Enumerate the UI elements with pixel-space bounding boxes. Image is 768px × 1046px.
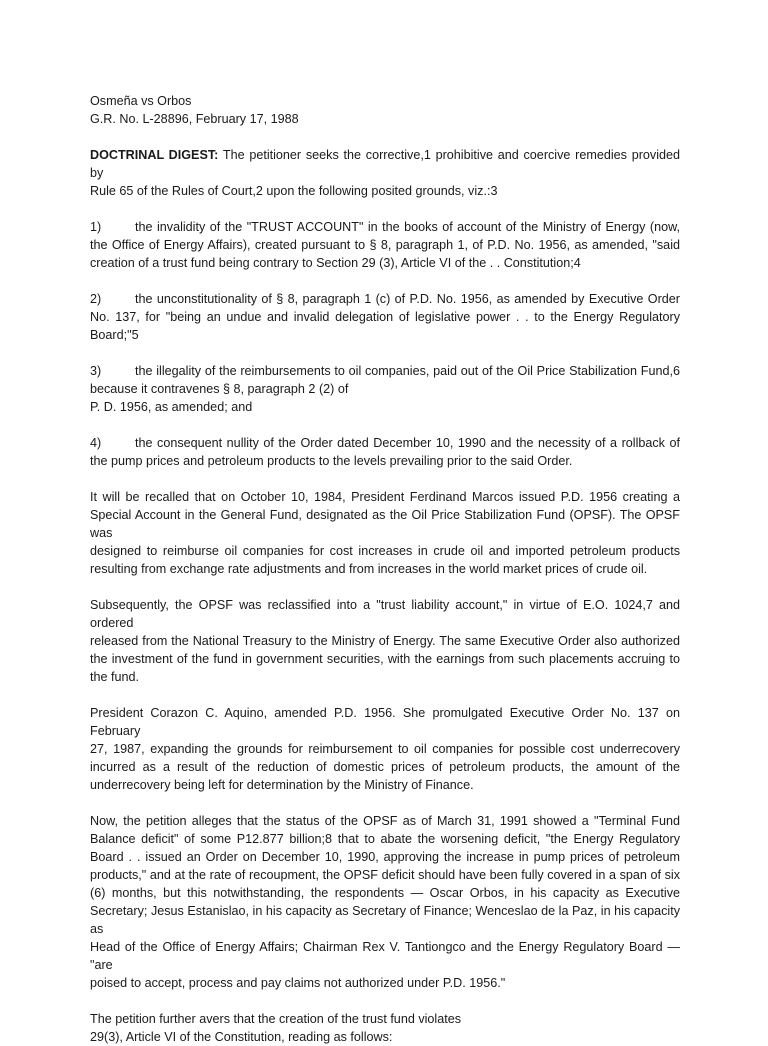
ground-3-line-1: 3) the illegality of the reimbursements to oil companies, paid out of the Oil Price Stabilization Fund,6 xyxy=(90,364,680,378)
ground-2-line-1: 2) the unconstitutionality of § 8, paragraph 1 (c) of P.D. No. 1956, as amended by Executive Order xyxy=(90,292,680,306)
paragraph-2-line-4: the fund. xyxy=(90,670,140,684)
document-page xyxy=(90,92,680,1046)
paragraph-4-line-2: Balance deficit" of some P12.877 billion;8 that to abate the worsening deficit, "the Energy Regulatory xyxy=(90,832,680,846)
paragraph-3-line-2: 27, 1987, expanding the grounds for reimbursement to oil companies for possible cost underrecovery xyxy=(90,742,680,756)
ground-3-number: 3) xyxy=(90,364,102,378)
paragraph-3-line-1: President Corazon C. Aquino, amended P.D. 1956. She promulgated Executive Order No. 137 on February xyxy=(90,706,680,738)
ground-2-line-2: No. 137, for "being an undue and invalid delegation of legislative power . . to the Energy Regulatory xyxy=(90,310,680,324)
paragraph-5-line-1: The petition further avers that the creation of the trust fund violates xyxy=(90,1012,462,1026)
paragraph-2-line-2: released from the National Treasury to the Ministry of Energy. The same Executive Order also authorized xyxy=(90,634,680,648)
ground-1-line-3: creation of a trust fund being contrary to Section 29 (3), Article VI of the . . Constitution;4 xyxy=(90,256,581,270)
case-citation: G.R. No. L-28896, February 17, 1988 xyxy=(90,112,299,126)
paragraph-3-line-4: underrecovery being left for determination by the Ministry of Finance. xyxy=(90,778,474,792)
ground-3-line-3: P. D. 1956, as amended; and xyxy=(90,400,253,414)
paragraph-2-line-3: the investment of the fund in government securities, with the earnings from such placements accruing to xyxy=(90,652,680,666)
ground-4-line-1: 4) the consequent nullity of the Order dated December 10, 1990 and the necessity of a rollback of xyxy=(90,436,680,450)
ground-2-line-3: Board;"5 xyxy=(90,328,139,342)
ground-4-line-2: the pump prices and petroleum products to the levels prevailing prior to the said Order. xyxy=(90,454,573,468)
paragraph-3-line-3: incurred as a result of the reduction of domestic prices of petroleum products, the amount of the xyxy=(90,760,680,774)
ground-1-line-1: 1) the invalidity of the "TRUST ACCOUNT" in the books of account of the Ministry of Energy (now, xyxy=(90,220,680,234)
paragraph-4-line-1: Now, the petition alleges that the status of the OPSF as of March 31, 1991 showed a "Terminal Fund xyxy=(90,814,680,828)
paragraph-2-line-1: Subsequently, the OPSF was reclassified into a "trust liability account," in virtue of E.O. 1024,7 and ordered xyxy=(90,598,680,630)
paragraph-1-line-4: resulting from exchange rate adjustments and from increases in the world market prices of crude oil. xyxy=(90,562,648,576)
paragraph-4-line-5: (6) months, but this notwithstanding, the respondents — Oscar Orbos, in his capacity as Executive xyxy=(90,886,680,900)
ground-1-number: 1) xyxy=(90,220,102,234)
ground-1-line-2: the Office of Energy Affairs), created pursuant to § 8, paragraph 1, of P.D. No. 1956, as amended, "said xyxy=(90,238,680,252)
paragraph-4-line-8: poised to accept, process and pay claims not authorized under P.D. 1956." xyxy=(90,976,506,990)
paragraph-1-line-1: It will be recalled that on October 10, 1984, President Ferdinand Marcos issued P.D. 1956 creating a xyxy=(90,490,680,504)
digest-line-1: DOCTRINAL DIGEST: The petitioner seeks the corrective,1 prohibitive and coercive remedies provided by xyxy=(90,148,680,180)
paragraph-5-line-2: 29(3), Article VI of the Constitution, reading as follows: xyxy=(90,1030,393,1044)
case-title: Osmeña vs Orbos xyxy=(90,94,192,108)
digest-line-2: Rule 65 of the Rules of Court,2 upon the following posited grounds, viz.:3 xyxy=(90,184,498,198)
ground-2-number: 2) xyxy=(90,292,102,306)
paragraph-4-line-7: Head of the Office of Energy Affairs; Chairman Rex V. Tantiongco and the Energy Regulatory Board — "are xyxy=(90,940,680,972)
digest-label: DOCTRINAL DIGEST: xyxy=(90,148,219,162)
paragraph-1-line-2: Special Account in the General Fund, designated as the Oil Price Stabilization Fund (OPSF). The OPSF was xyxy=(90,508,680,540)
paragraph-4-line-3: Board . . issued an Order on December 10, 1990, approving the increase in pump prices of petroleum xyxy=(90,850,680,864)
ground-4-number: 4) xyxy=(90,436,102,450)
paragraph-1-line-3: designed to reimburse oil companies for cost increases in crude oil and imported petroleum products xyxy=(90,544,680,558)
paragraph-4-line-4: products," and at the rate of recoupment, the OPSF deficit should have been fully covered in a span of six xyxy=(90,868,680,882)
paragraph-4-line-6: Secretary; Jesus Estanislao, in his capacity as Secretary of Finance; Wenceslao de la Paz, in his capacity as xyxy=(90,904,680,936)
ground-3-line-2: because it contravenes § 8, paragraph 2 (2) of xyxy=(90,382,349,396)
